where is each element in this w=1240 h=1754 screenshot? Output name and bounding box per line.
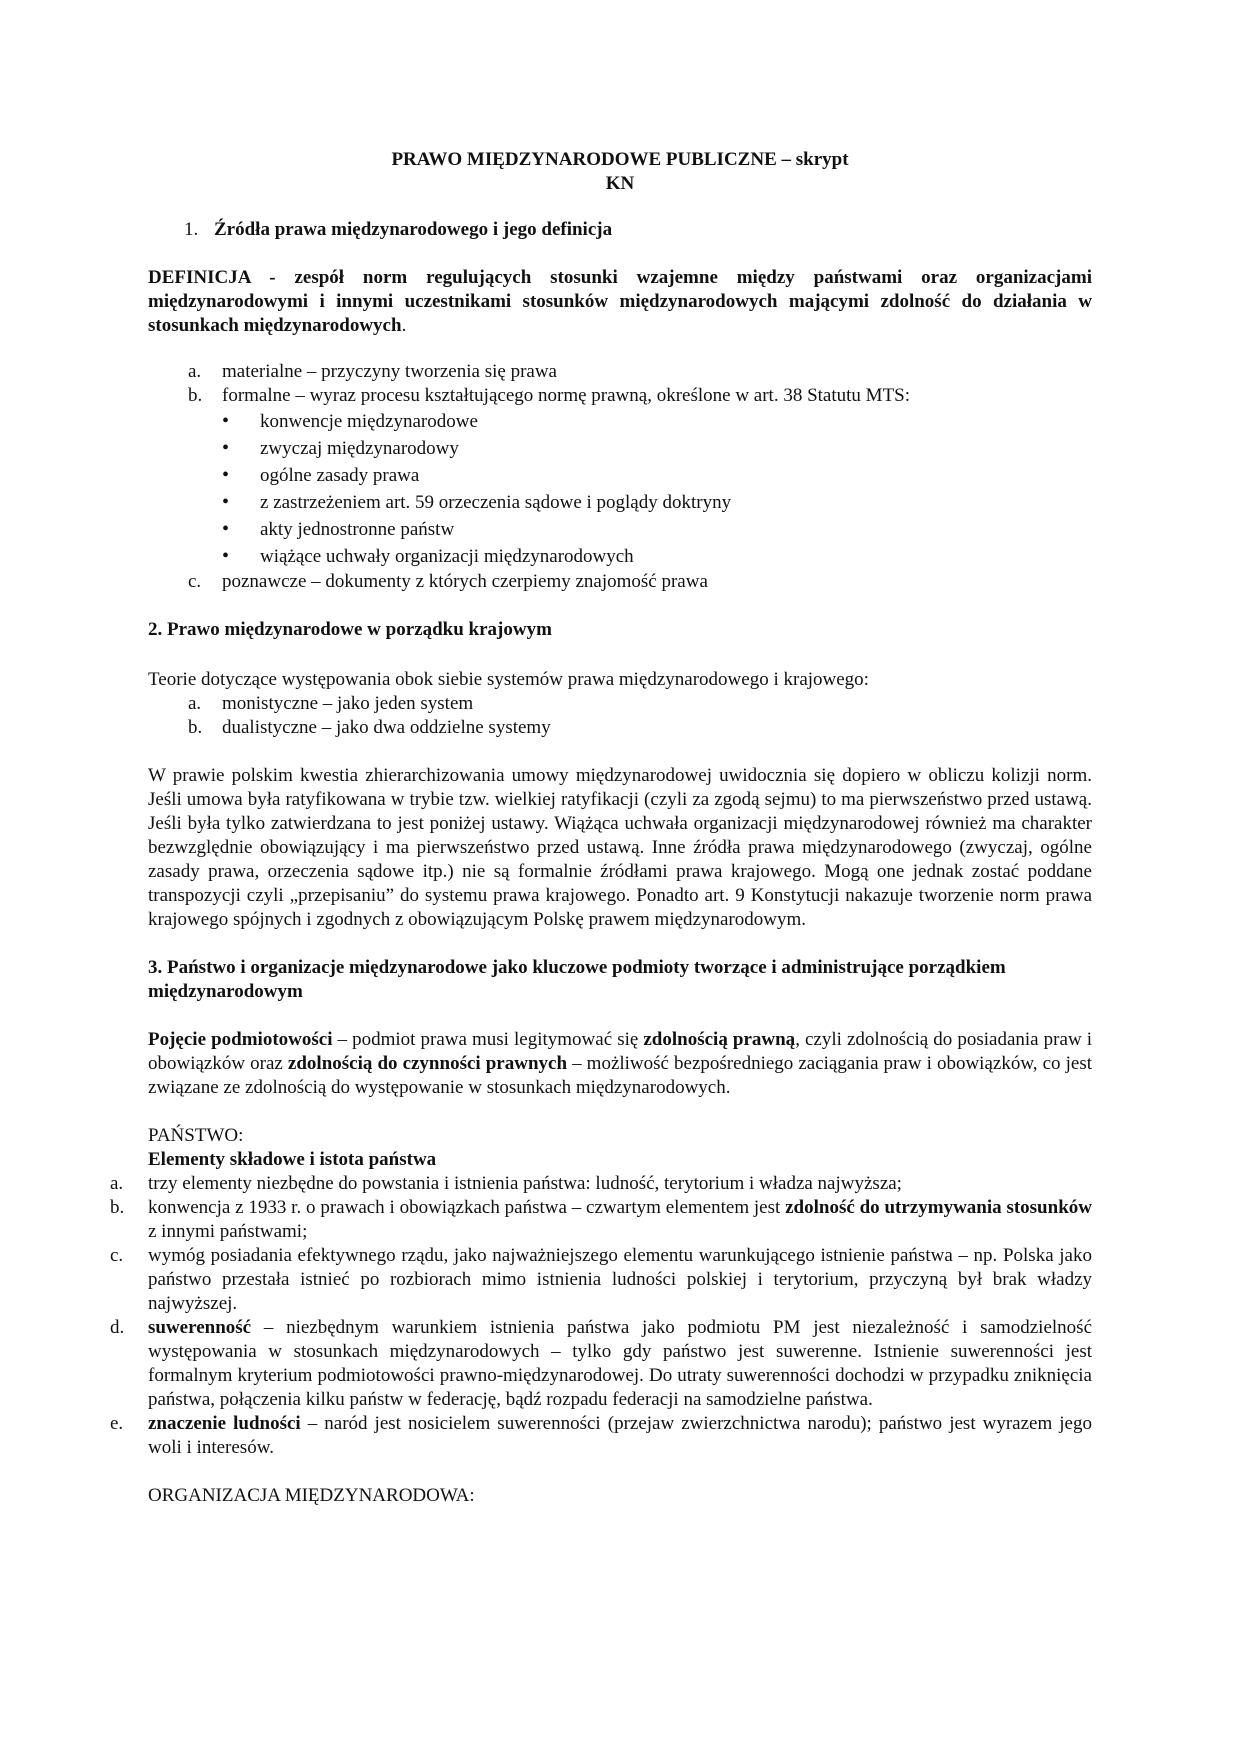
list-item-text: poznawcze – dokumenty z których czerpiemy znajomość prawa bbox=[222, 571, 708, 592]
list-item bbox=[110, 1412, 1092, 1460]
term-relations-capacity: zdolność do utrzymywania stosunków bbox=[785, 1197, 1092, 1218]
title-suffix: skrypt bbox=[795, 149, 849, 170]
definition-end: . bbox=[401, 315, 407, 336]
bullet-item: • z zastrzeżeniem art. 59 orzeczenia sądowe i poglądy doktryny bbox=[148, 489, 1092, 516]
para-text: – możliwość bezpośredniego zaciągania praw i obowiązków, co jest związane ze zdolnością do występowanie w stosunkach międzynarodowych. bbox=[148, 1053, 1093, 1098]
subjectivity-paragraph bbox=[148, 1028, 1092, 1100]
term-population: znaczenie ludności bbox=[148, 1413, 301, 1434]
list-marker: d. bbox=[110, 1317, 125, 1338]
bullet-item: • zwyczaj międzynarodowy bbox=[148, 435, 1092, 462]
list-item bbox=[148, 384, 1092, 408]
section-2-paragraph: W prawie polskim kwestia zhierarchizowania umowy międzynarodowej uwidocznia się dopiero w obliczu kolizji norm. Jeśli umowa była ratyfikowana w trybie tzw. wielkiej ratyfikacji (czyli za zgodą sejmu) to ma pierwszeństwo przed ustawą. Jeśli była tylko zatwierdzana to jest poniżej ustawy. Wiążąca uchwała organizacji międzynarodowej również ma charakter bezwzględnie obowiązujący i ma pierwszeństwo przed ustawą. Inne źródła prawa międzynarodowego (zwyczaj, ogólne zasady prawa, orzeczenia sądowe itp.) nie są formalnie źródłami prawa krajowego. Mogą one jednak zostać poddane transpozycji czyli „przepisaniu” do systemu prawa krajowego. Ponadto art. 9 Konstytucji nakazuje tworzenie norm prawa krajowego spójnych i zgodnych z obowiązującym Polskę prawem międzynarodowym. bbox=[148, 765, 1092, 930]
panstwo-subheading: Elementy składowe i istota państwa bbox=[148, 1149, 437, 1170]
list-marker: b. bbox=[188, 717, 203, 738]
section-1-heading bbox=[148, 218, 1092, 242]
section-3-heading: 3. Państwo i organizacje międzynarodowe jako kluczowe podmioty tworzące i administrujące porządkiem międzynarodowym bbox=[148, 957, 1006, 1002]
document-body bbox=[110, 148, 1093, 1508]
title-main: PRAWO MIĘDZYNARODOWE PUBLICZNE – bbox=[391, 149, 796, 170]
definition-text: DEFINICJA - zespół norm regulujących stosunki wzajemne między państwami oraz organizacjami międzynarodowymi i innymi uczestnikami stosunków międzynarodowych mającymi zdolność do działania w stosunkach międzynarodowych bbox=[148, 267, 1092, 336]
term-subjectivity: Pojęcie podmiotowości bbox=[148, 1029, 333, 1050]
list-item-text: trzy elementy niezbędne do powstania i istnienia państwa: ludność, terytorium i władza najwyższa; bbox=[148, 1173, 902, 1194]
list-item-text: z innymi państwami; bbox=[148, 1221, 308, 1242]
bullet-item: • ogólne zasady prawa bbox=[148, 462, 1092, 489]
sources-list-cont bbox=[148, 570, 1092, 594]
list-marker: a. bbox=[188, 693, 202, 714]
list-item bbox=[110, 1196, 1092, 1244]
list-item bbox=[148, 716, 1092, 740]
definition-paragraph bbox=[148, 266, 1092, 338]
list-marker: c. bbox=[110, 1245, 124, 1266]
list-marker: b. bbox=[110, 1197, 125, 1218]
term-legal-capacity: zdolnością prawną bbox=[643, 1029, 796, 1050]
bullet-item: • konwencje międzynarodowe bbox=[148, 408, 1092, 435]
list-marker: b. bbox=[188, 385, 203, 406]
list-item bbox=[148, 692, 1092, 716]
theories-list bbox=[148, 692, 1092, 740]
list-item-text: formalne – wyraz procesu kształtującego normę prawną, określone w art. 38 Statutu MTS: bbox=[222, 385, 911, 406]
list-item-text: konwencja z 1933 r. o prawach i obowiązkach państwa – czwartym elementem jest bbox=[148, 1197, 786, 1218]
bullet-item: • akty jednostronne państw bbox=[148, 516, 1092, 543]
list-item bbox=[110, 1172, 1092, 1196]
section-1-number: 1. bbox=[184, 219, 199, 240]
list-item-text: – naród jest nosicielem suwerenności (przejaw zwierzchnictwa narodu); państwo jest wyrazem jego woli i interesów. bbox=[148, 1413, 1092, 1458]
list-item-text: monistyczne – jako jeden system bbox=[222, 693, 474, 714]
state-elements-list bbox=[110, 1172, 1092, 1460]
list-item bbox=[148, 360, 1092, 384]
document-title bbox=[148, 148, 1092, 172]
list-item-text: dualistyczne – jako dwa oddzielne systemy bbox=[222, 717, 551, 738]
para-text: – podmiot prawa musi legitymować się bbox=[332, 1029, 644, 1050]
section-2-heading: 2. Prawo międzynarodowe w porządku krajowym bbox=[148, 619, 552, 640]
list-item bbox=[148, 570, 1092, 594]
list-item bbox=[110, 1244, 1092, 1316]
panstwo-label: PAŃSTWO: bbox=[148, 1125, 244, 1146]
list-item-text: wymóg posiadania efektywnego rządu, jako najważniejszego elementu warunkującego istnienie państwa – np. Polska jako państwo przestała istnieć po rozbiorach mimo istnienia ludności polskiej i terytorium, przyczyną był brak władzy najwyższej. bbox=[148, 1245, 1092, 1314]
document-subtitle: KN bbox=[605, 173, 635, 194]
list-marker: a. bbox=[188, 361, 202, 382]
para-text: , czyli zdolnością do posiadania praw i obowiązków oraz bbox=[148, 1029, 1093, 1074]
section-1-title: Źródła prawa międzynarodowego i jego definicja bbox=[214, 219, 613, 240]
bullet-item: • wiążące uchwały organizacji międzynarodowych bbox=[148, 543, 1092, 570]
formal-sources-bullets bbox=[148, 408, 1092, 570]
term-sovereignty: suwerenność bbox=[148, 1317, 252, 1338]
list-marker: e. bbox=[110, 1413, 124, 1434]
list-item-text: materialne – przyczyny tworzenia się prawa bbox=[222, 361, 557, 382]
list-marker: a. bbox=[110, 1173, 124, 1194]
organizacja-label: ORGANIZACJA MIĘDZYNARODOWA: bbox=[148, 1485, 475, 1506]
list-item-text: – niezbędnym warunkiem istnienia państwa jako podmiotu PM jest niezależność i samodzielność występowania w stosunkach międzynarodowych – tylko gdy państwo jest suwerenne. Istnienie suwerenności jest formalnym kryterium podmiotowości prawno-międzynarodowej. Do utraty suwerenności dochodzi w przypadku zniknięcia państwa, połączenia kilku państw w federację, bądź rozpadu federacji na samodzielne państwa. bbox=[148, 1317, 1092, 1410]
term-capacity-to-act: zdolnością do czynności prawnych bbox=[287, 1053, 568, 1074]
list-item bbox=[110, 1316, 1092, 1412]
section-2-intro: Teorie dotyczące występowania obok siebie systemów prawa międzynarodowego i krajowego: bbox=[148, 669, 869, 690]
list-marker: c. bbox=[188, 571, 202, 592]
sources-list bbox=[148, 360, 1092, 408]
